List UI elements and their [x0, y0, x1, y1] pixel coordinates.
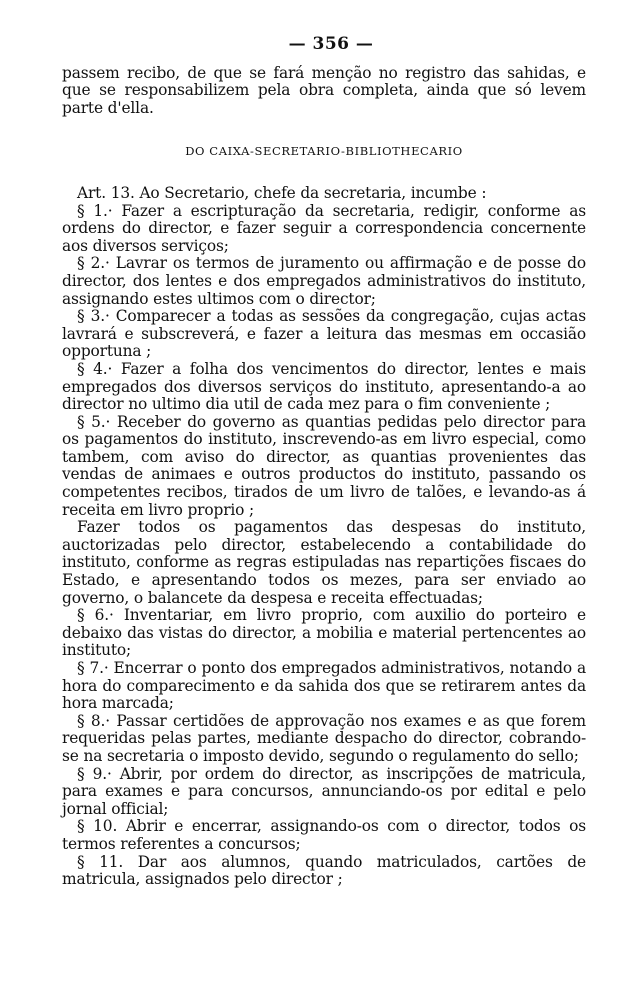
section-5-paragraph: § 5.· Receber do governo as quantias pedidas pelo director para os pagamentos do instituto, inscrevendo-as em livro especial, como tambem, com aviso do director, as quantias provenientes das vendas de animaes e outros productos do instituto, passando os competentes recibos, tirados de um livro de talões, e levando-as á receita em livro proprio ; [62, 412, 586, 519]
section-8-paragraph: § 8.· Passar certidões de approvação nos exames e as que forem requeridas pelas partes, mediante despacho do director, cobrando-se na secretaria o imposto devido, segundo o regulamento do sello; [62, 711, 586, 765]
intro-paragraph: passem recibo, de que se fará menção no registro das sahidas, e que se responsabilizem pela obra completa, ainda que só levem parte d'ella. [62, 63, 586, 117]
section-10-paragraph: § 10. Abrir e encerrar, assignando-os com o director, todos os termos referentes a concursos; [62, 817, 586, 853]
section-3-paragraph: § 3.· Comparecer a todas as sessões da congregação, cujas actas lavrará e subscreverá, e fazer a leitura das mesmas em occasião opportuna ; [62, 307, 586, 361]
payments-paragraph: Fazer todos os pagamentos das despesas do instituto, auctorizadas pelo director, estabelecendo a contabilidade do instituto, conforme as regras estipuladas nas repartições fiscaes do Estado, e apresentando todos os mezes, para ser enviado ao governo, o balancete da despesa e receita effectuadas; [62, 518, 586, 607]
section-heading: DO CAIXA-SECRETARIO-BIBLIOTHECARIO [185, 144, 463, 159]
section-7-paragraph: § 7.· Encerrar o ponto dos empregados administrativos, notando a hora do comparecimento e da sahida dos que se retirarem antes da hora marcada; [62, 659, 586, 713]
section-2-paragraph: § 2.· Lavrar os termos de juramento ou affirmação e de posse do director, dos lentes e dos empregados administrativos do instituto, assignando estes ultimos com o director; [62, 254, 586, 308]
section-1-paragraph: § 1.· Fazer a escripturação da secretaria, redigir, conforme as ordens do director, e fazer seguir a correspondencia concernente aos diversos serviços; [62, 201, 586, 255]
book-page [62, 36, 586, 889]
article-13-paragraph: Art. 13. Ao Secretario, chefe da secretaria, incumbe : [77, 183, 487, 202]
page-number: — 356 — [288, 34, 374, 54]
section-4-paragraph: § 4.· Fazer a folha dos vencimentos do director, lentes e mais empregados dos diversos serviços do instituto, apresentando-a ao director no ultimo dia util de cada mez para o fim conveniente ; [62, 359, 586, 414]
section-11-paragraph: § 11. Dar aos alumnos, quando matriculados, cartões de matricula, assignados pelo director ; [62, 852, 586, 889]
section-9-paragraph: § 9.· Abrir, por ordem do director, as inscripções de matricula, para exames e para concursos, annunciando-os por edital e pelo jornal official; [62, 764, 586, 818]
section-6-paragraph: § 6.· Inventariar, em livro proprio, com auxilio do porteiro e debaixo das vistas do director, a mobilia e material pertencentes ao instituto; [62, 606, 586, 660]
